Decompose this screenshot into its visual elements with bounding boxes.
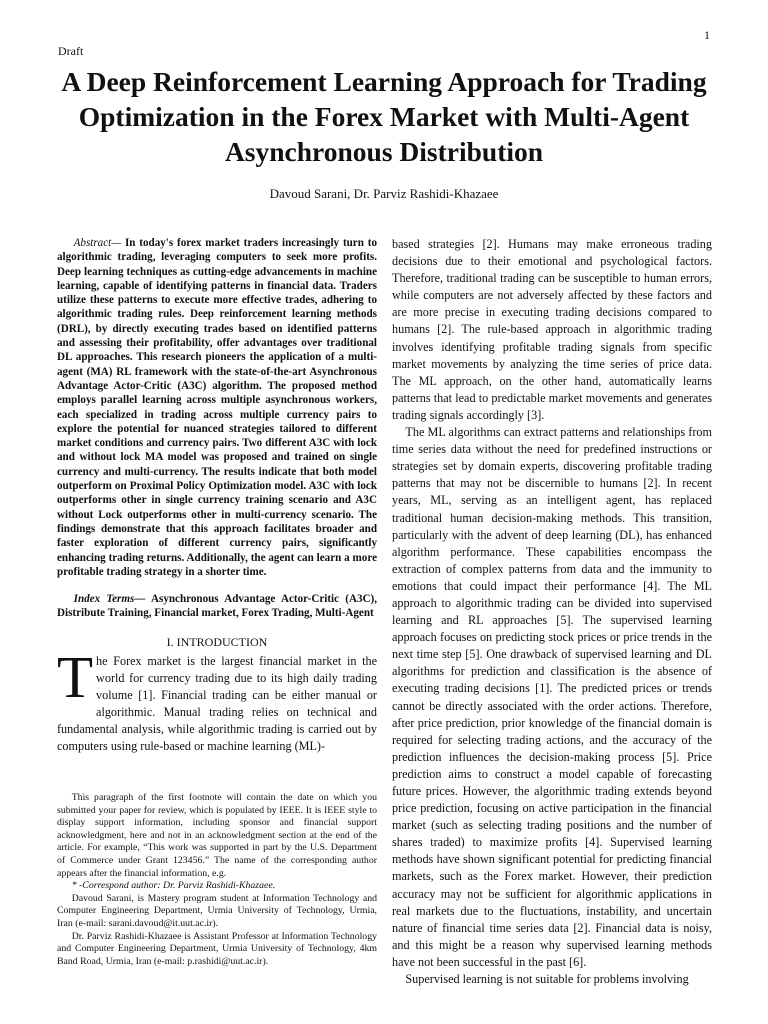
right-column	[392, 236, 712, 988]
index-terms-label: Index Terms—	[73, 593, 146, 606]
footnotes	[57, 792, 377, 968]
section-heading-introduction: I. INTRODUCTION	[166, 634, 268, 649]
footnote-submission: This paragraph of the first footnote will contain the date on which you submitted your paper for review, which is populated by IEEE. It is IEEE style to display support information, including sponsor and financial support acknowledgment, here and not in an acknowledgment section at the end of the article. For example, “This work was supported in part by the U.S. Department of Commerce under Grant 123456.” The name of the corresponding author appears after the financial information, e.g.	[57, 792, 377, 879]
footnote-corresponding-author: * -Correspond author: Dr. Parviz Rashidi-Khazaee.	[71, 880, 276, 892]
intro-left-text: he Forex market is the largest financial market in the world for currency trading due to its high daily trading volume [1]. Financial trading can be either manual or algorithmic. Manual trading relies on technical and fundamental analysis, while algorithmic trading is carried out by computers using rule-based or machine learning (ML)-	[57, 653, 377, 754]
intro-paragraph	[57, 643, 377, 756]
page-number: 1	[704, 28, 710, 42]
abstract	[57, 236, 377, 579]
footnote-author-1: Davoud Sarani, is Mastery program student at Information Technology and Computer Engineering Department, Urmia University of Technology, Urmia, Iran (e-mail: sarani.davoud@it.uut.ac.ir).	[57, 892, 377, 929]
abstract-text: In today's forex market traders increasingly turn to algorithmic trading, leveraging computers to seek more profits. Deep learning techniques as cutting-edge advancements in machine learning, capable of identifying patterns in financial data. Traders utilize these patterns to execute more effective trades, adhering to algorithmic trading rules. Deep reinforcement learning methods (DRL), by directly executing trades based on identified patterns and assessing their profitability, offer advantages over traditional DL approaches. This research pioneers the application of a multi-agent (MA) RL framework with the state-of-the-art Asynchronous Advantage Actor-Critic (A3C) algorithm. The proposed method employs parallel learning across multiple asynchronous workers, each specialized in trading across multiple currency pairs to explore the potential for nuanced strategies tailored to different market conditions and currency pairs. Two different A3C with lock and without lock MA model was proposed and trained on single currency and multi-currency. The results indicate that both model outperform on Proximal Policy Optimization model. A3C with lock outperforms other in single currency training scenario and A3C without Lock outperforms other in multi-currency scenario. The findings demonstrate that this approach facilitates broader and faster exploration of different currency pairs, significantly enhancing trading returns. Additionally, the agent can learn a more profitable trading strategy in a shorter time.	[57, 237, 377, 578]
paper-authors: Davoud Sarani, Dr. Parviz Rashidi-Khazaee	[269, 186, 499, 201]
drop-cap: T	[57, 643, 94, 710]
body-paragraph-3: Supervised learning is not suitable for problems involving	[405, 972, 689, 987]
body-paragraph-2: The ML algorithms can extract patterns and relationships from time series data without the need for predefined instructions or strategies set by domain experts, discovering profitable trading patterns that may not be discernible to humans [2]. In recent years, ML, serving as an intelligent agent, has replaced traditional human decision-making methods. This transition, particularly with the advent of deep learning (DL), has enhanced algorithm performance. These capabilities encompass the extraction of complex patterns from data and the immunity to emotions that could impact their performance [4]. The ML approach to algorithmic trading can be divided into supervised learning and RL approaches [5]. The supervised learning approach focuses on predicting stock prices or price trends in the next time step [5]. One drawback of supervised learning and DL algorithms for prediction and classification is the absence of executing trading decisions [1]. The predicted prices or trends cannot be directly associated with the order actions. Therefore, after price prediction, prior knowledge of the financial domain is required for selecting trading actions, and the accuracy of the prediction influences the decision-making process [5]. Price prediction aims to construct a model capable of forecasting future prices. However, the algorithmic trading extends beyond price prediction, focusing on active participation in the financial market (such as selecting trading positions and the number of shares traded) to maximize profits [4]. Supervised learning methods have shown significant potential for predicting financial markets, such as the Forex market. However, their prediction accuracy may not be sufficient for algorithmic applications in real markets due to the fluctuations, instability, and uncertain nature of financial time series data [2]. Financial data is noisy, and this might be a reason why supervised learning methods have not been successful in the past [6].	[392, 425, 712, 969]
draft-label: Draft	[58, 44, 84, 58]
left-column	[57, 236, 377, 755]
paper-title: A Deep Reinforcement Learning Approach for Trading Optimization in the Forex Market with Multi-Agent Asynchronous Distribution	[61, 66, 707, 167]
index-terms-text: Asynchronous Advantage Actor-Critic (A3C), Distribute Training, Financial market, Forex Trading, Multi-Agent	[57, 593, 377, 620]
footnote-author-2: Dr. Parviz Rashidi-Khazaee is Assistant Professor at Information Technology and Computer Engineering Department, Urmia University of Technology, 4km Band Road, Urmia, Iran (e-mail: p.rashidi@uut.ac.ir).	[57, 930, 377, 967]
abstract-label: Abstract—	[73, 237, 122, 249]
body-paragraph-1: based strategies [2]. Humans may make erroneous trading decisions due to their emotional and psychological factors. Therefore, traditional trading can be susceptible to human errors, while computers are not adversely affected by these factors and are more precise in executing trading decisions compared to humans [2]. The rule-based approach in algorithmic trading involves identifying profitable trading signals from specific market movements by analyzing the time series of price data. The ML approach, on the other hand, automatically learns patterns that lead to predictable market movements and generates trading signals accordingly [3].	[392, 237, 712, 422]
index-terms	[57, 592, 377, 621]
